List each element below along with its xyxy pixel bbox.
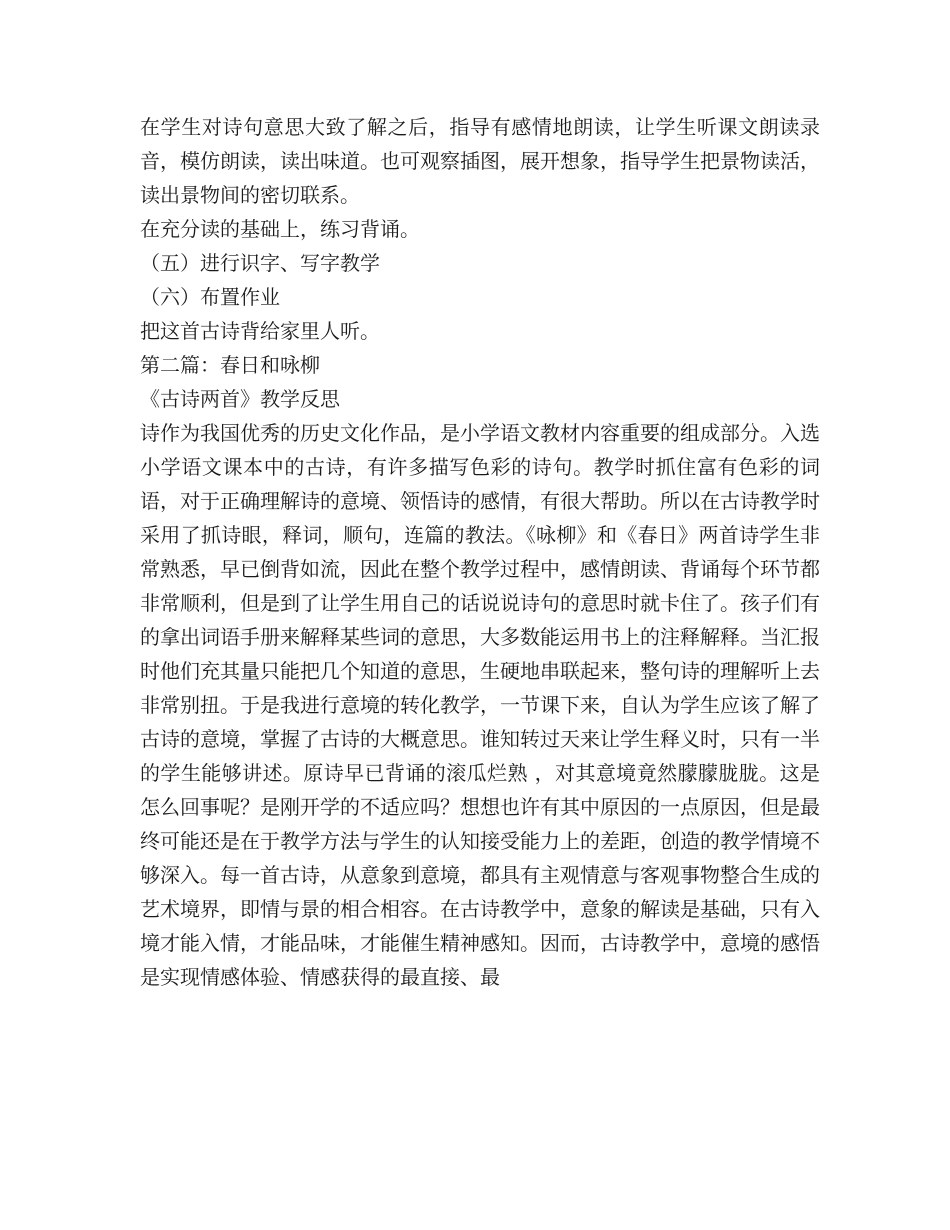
section-heading-six: （六）布置作业 bbox=[140, 285, 280, 309]
document-body bbox=[140, 110, 820, 994]
chapter-title: 第二篇：春日和咏柳 bbox=[140, 353, 320, 377]
paragraph-reading-guidance: 在学生对诗句意思大致了解之后，指导有感情地朗读，让学生听课文朗读录音，模仿朗读，读出味道。也可观察插图，展开想象，指导学生把景物读活，读出景物间的密切联系。 bbox=[140, 115, 820, 207]
reflection-title: 《古诗两首》教学反思 bbox=[140, 387, 340, 411]
paragraph-recitation: 在充分读的基础上，练习背诵。 bbox=[140, 217, 420, 241]
paragraph-homework: 把这首古诗背给家里人听。 bbox=[140, 319, 380, 343]
paragraph-reflection: 诗作为我国优秀的历史文化作品，是小学语文教材内容重要的组成部分。入选小学语文课本中的古诗，有许多描写色彩的诗句。教学时抓住富有色彩的词语，对于正确理解诗的意境、领悟诗的感情，有很大帮助。所以在古诗教学时采用了抓诗眼，释词，顺句，连篇的教法。《咏柳》和《春日》两首诗学生非常熟悉，早已倒背如流，因此在整个教学过程中，感情朗读、背诵每个环节都非常顺利，但是到了让学生用自己的话说说诗句的意思时就卡住了。孩子们有的拿出词语手册来解释某些词的意思，大多数能运用书上的注释解释。当汇报时他们充其量只能把几个知道的意思，生硬地串联起来，整句诗的理解听上去非常别扭。于是我进行意境的转化教学，一节课下来，自认为学生应该了解了古诗的意境，掌握了古诗的大概意思。谁知转过天来让学生释义时，只有一半的学生能够讲述。原诗早已背诵的滚瓜烂熟 ，对其意境竟然朦朦胧胧。这是怎么回事呢？是刚开学的不适应吗？想想也许有其中原因的一点原因，但是最终可能还是在于教学方法与学生的认知接受能力上的差距，创造的教学情境不够深入。每一首古诗，从意象到意境，都具有主观情意与客观事物整合生成的艺术境界，即情与景的相合相容。在古诗教学中，意象的解读是基础，只有入境才能入情，才能品味，才能催生精神感知。因而，古诗教学中，意境的感悟是实现情感体验、情感获得的最直接、最 bbox=[140, 421, 820, 989]
section-heading-five: （五）进行识字、写字教学 bbox=[140, 251, 380, 275]
